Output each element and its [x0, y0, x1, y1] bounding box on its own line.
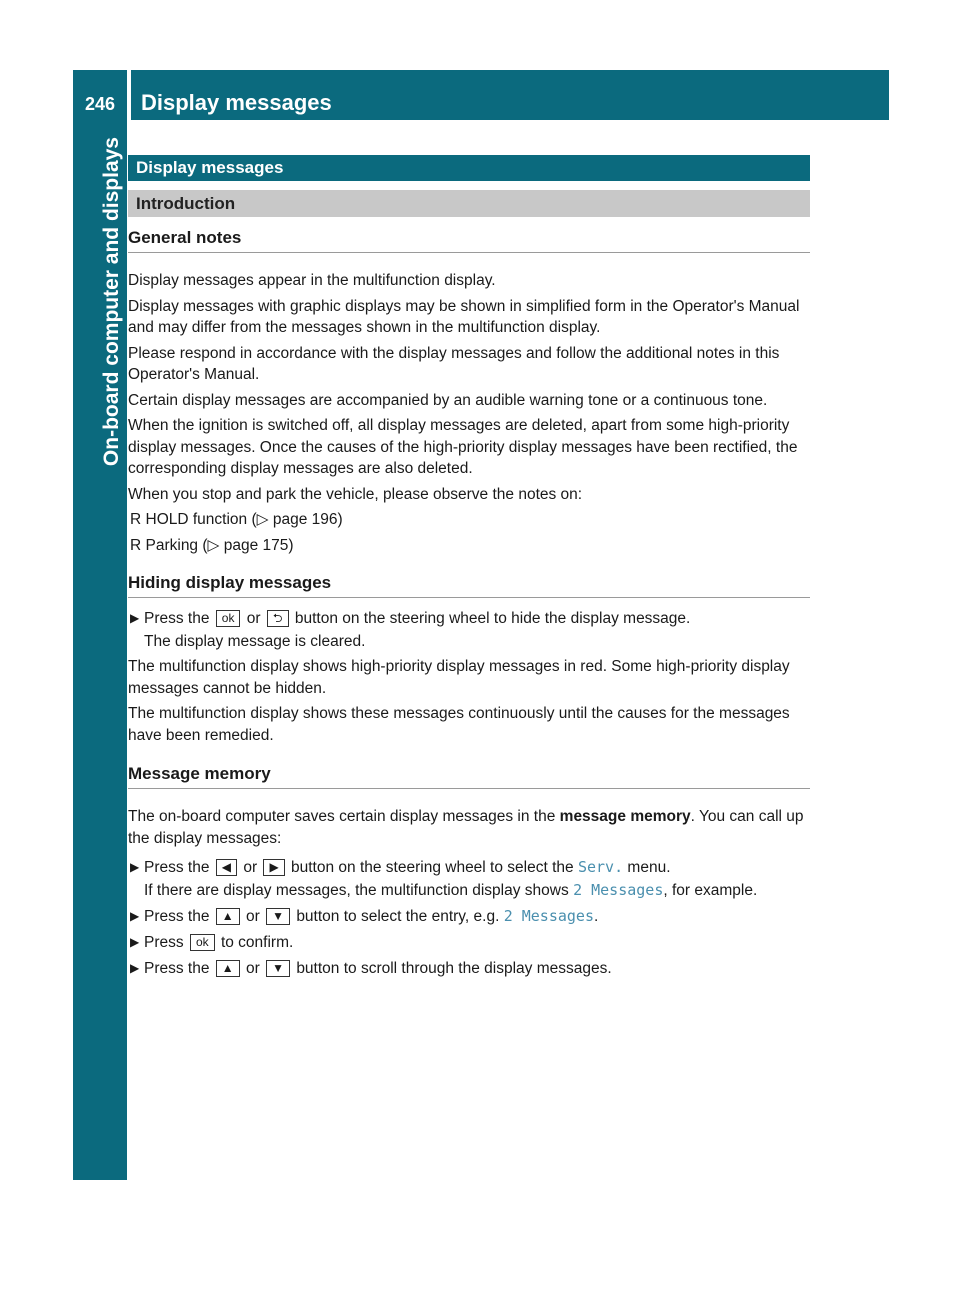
page-title: Display messages — [141, 90, 332, 115]
action-arrow-icon: ▶ — [130, 611, 140, 625]
action-step — [128, 856, 810, 902]
action-arrow-icon: ▶ — [130, 860, 140, 874]
back-key-icon: ⮌ — [267, 610, 289, 627]
page-number: 246 — [85, 94, 116, 114]
para: Certain display messages are accompanied by an audible warning tone or a continuous tone. — [128, 391, 768, 409]
para-text: . You can call up the display messages: — [128, 808, 804, 847]
action-arrow-icon: ▶ — [130, 961, 140, 975]
step-text: . — [594, 908, 599, 925]
para: The multifunction display shows these messages continuously until the causes for the messages have been remedied. — [128, 705, 790, 744]
para: The multifunction display shows high-priority display messages in red. Some high-priority display messages cannot be hidden. — [128, 658, 790, 697]
subsection-bar: Introduction — [128, 190, 810, 217]
chapter-label: On-board computer and displays — [100, 137, 123, 467]
step-text: button on the steering wheel to hide the display message. — [294, 610, 691, 627]
display-text: 2 Messages — [573, 881, 664, 899]
action-step — [128, 607, 810, 653]
down-key-icon: ▼ — [266, 960, 290, 977]
step-result: If there are display messages, the multifunction display shows — [144, 882, 569, 899]
list-item-text: Parking (▷ page 175) — [145, 536, 294, 554]
action-arrow-icon: ▶ — [130, 935, 140, 949]
para — [128, 806, 810, 849]
step-text: or — [246, 960, 260, 977]
action-step — [128, 931, 810, 954]
heading-hiding: Hiding display messages — [128, 573, 810, 598]
para: Display messages with graphic displays may be shown in simplified form in the Operator's Manual and may differ from the messages shown in the multifunction display. — [128, 297, 800, 336]
step-result: The display message is cleared. — [144, 633, 366, 650]
list-item: R Parking (▷ page 175) — [130, 536, 294, 554]
step-text: or — [246, 610, 261, 627]
heading-general-notes: General notes — [128, 228, 810, 253]
para: When you stop and park the vehicle, please observe the notes on: — [128, 485, 583, 503]
para: When the ignition is switched off, all display messages are deleted, apart from some high-priority display messages. Once the causes of the high-priority display messages have been rectified, the corresponding display messages are also deleted. — [128, 417, 798, 477]
list-item-text: HOLD function (▷ page 196) — [145, 511, 343, 528]
step-text: button to select the entry, e.g. — [296, 908, 500, 925]
left-key-icon: ◀ — [216, 859, 237, 876]
step-text: to confirm. — [220, 934, 294, 951]
page-header — [73, 70, 889, 120]
section-bar: Display messages — [128, 155, 810, 181]
list-item: R HOLD function (▷ page 196) — [130, 511, 343, 528]
step-text: or — [246, 908, 260, 925]
step-text: Press the — [144, 859, 210, 876]
step-text: button to scroll through the display messages. — [296, 960, 612, 977]
display-text: Serv. — [577, 858, 624, 876]
step-text: or — [243, 859, 258, 876]
up-key-icon: ▲ — [216, 960, 240, 977]
para: Please respond in accordance with the display messages and follow the additional notes in this Operator's Manual. — [128, 344, 780, 383]
step-text: Press the — [144, 610, 210, 627]
header-divider — [127, 70, 131, 120]
step-text: Press — [144, 934, 184, 951]
display-text: 2 Messages — [503, 907, 594, 925]
action-step — [128, 905, 810, 928]
step-text: menu. — [627, 859, 671, 876]
action-step — [128, 957, 810, 980]
step-text: Press the — [144, 908, 210, 925]
down-key-icon: ▼ — [266, 908, 290, 925]
heading-memory: Message memory — [128, 764, 810, 789]
right-key-icon: ▶ — [263, 859, 284, 876]
step-result: , for example. — [663, 882, 758, 899]
step-text: button on the steering wheel to select the — [291, 859, 574, 876]
para: Display messages appear in the multifunction display. — [128, 272, 496, 289]
para-bold: message memory — [559, 808, 691, 825]
step-text: Press the — [144, 960, 210, 977]
up-key-icon: ▲ — [216, 908, 240, 925]
para-text: The on-board computer saves certain display messages in the — [128, 808, 556, 825]
action-arrow-icon: ▶ — [130, 909, 140, 923]
ok-key-icon: ok — [216, 610, 241, 627]
ok-key-icon: ok — [190, 934, 215, 951]
main-content — [128, 155, 810, 980]
